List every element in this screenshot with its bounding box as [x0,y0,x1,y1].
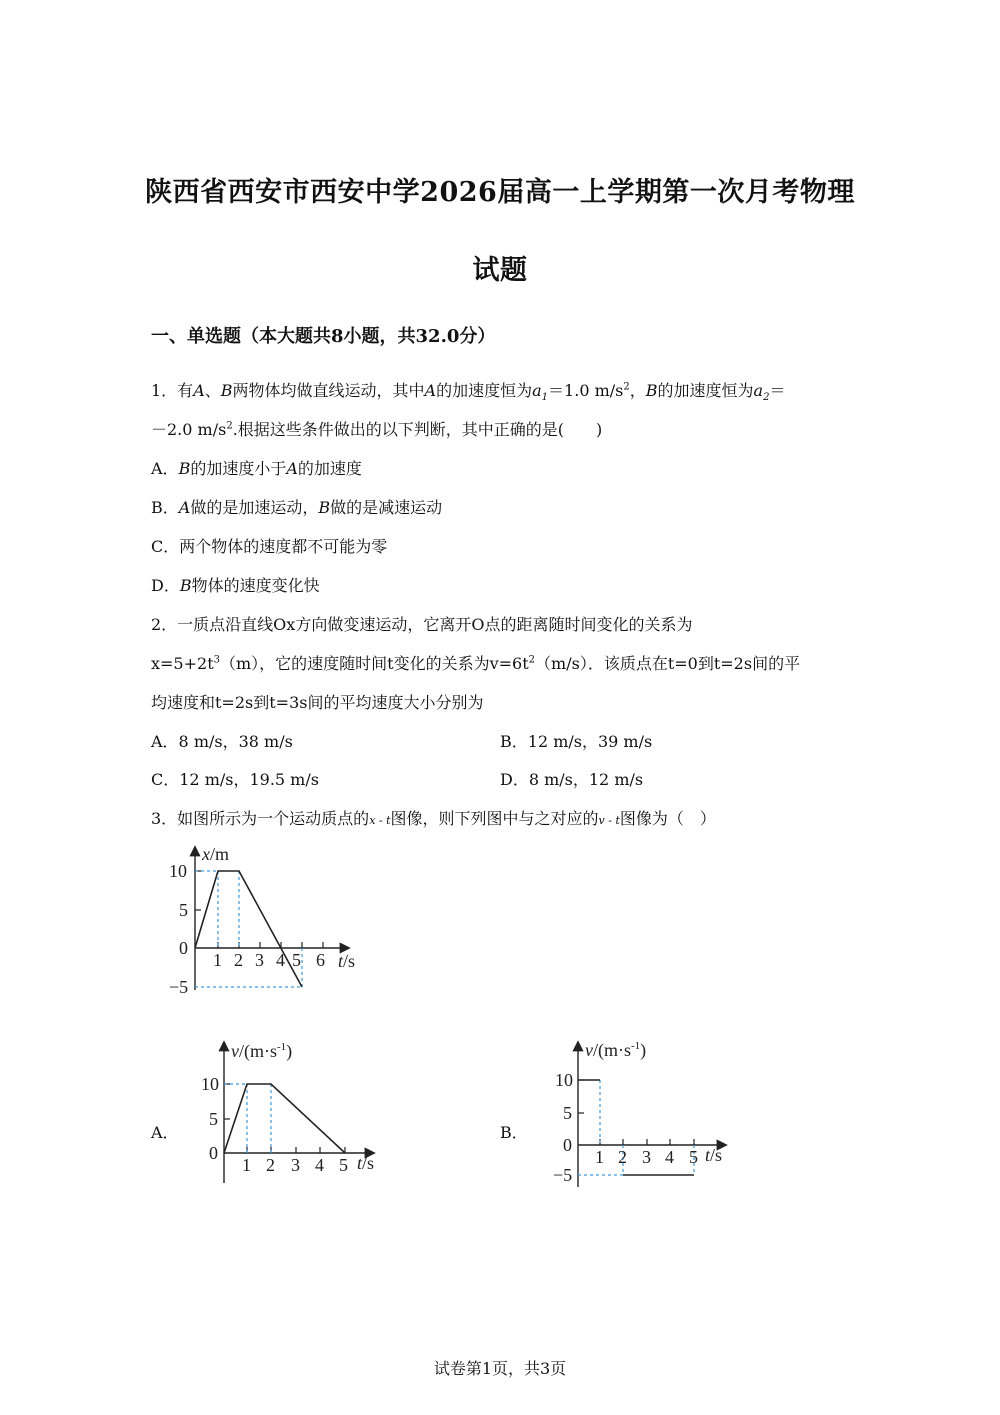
a-curve [224,1084,345,1153]
a-ytick-10: 10 [201,1074,219,1094]
page-title-line1: 陕西省西安市西安中学2026届高一上学期第一次月考物理 [145,177,855,208]
q3-stem: 3．如图所示为一个运动质点的x - t图像，则下列图中与之对应的v - t图像为（ ） [151,809,716,828]
a-ytick-0: 0 [209,1143,218,1163]
xt-y-label: x/m [202,844,230,864]
a-x-label: t/s [357,1153,375,1173]
b-ytick-10: 10 [555,1070,573,1090]
section-heading: 一、单选题（本大题共8小题，共32.0分） [151,326,496,347]
b-ytick-neg5: −5 [553,1165,573,1185]
q2-stem-line3: 均速度和t=2s到t=3s间的平均速度大小分别为 [151,693,484,712]
xt-xtick-6: 6 [316,950,325,970]
page-footer: 试卷第1页，共3页 [433,1359,567,1378]
xt-xtick-2: 2 [234,950,243,970]
b-ytick-0: 0 [563,1135,572,1155]
q1-stem-line1: 1．有A、B两物体均做直线运动，其中A的加速度恒为$a_1=1.0$ $m/s^2$，B的加速度恒为$a_2=$ [151,381,786,404]
xt-ytick-neg5: −5 [169,977,189,997]
xt-curve [195,871,302,987]
xt-xtick-1: 1 [213,950,222,970]
q3-option-b-label: B． [500,1123,528,1142]
xt-ytick-0: 0 [179,938,188,958]
b-xtick-2: 2 [618,1147,627,1167]
b-ytick-5: 5 [563,1103,572,1123]
page-title-line2: 试题 [472,255,528,286]
q2-option-a: A．8 m/s，38 m/s [151,732,293,751]
q1-option-c: C．两个物体的速度都不可能为零 [151,537,388,556]
xt-x-label: t/s [338,951,356,971]
option-b-vt-graph [550,1035,740,1195]
xt-xtick-4: 4 [276,950,285,970]
xt-graph [160,840,380,1000]
b-x-label: t/s [705,1145,723,1165]
a-xtick-3: 3 [291,1155,300,1175]
q1-option-b: B．A做的是加速运动，B做的是减速运动 [151,498,443,517]
b-xtick-3: 3 [642,1147,651,1167]
xt-ytick-5: 5 [179,900,188,920]
q2-stem-line2: $x=5+2t^3(m)$，它的速度随时间t变化的关系为$v=6t^2(m/s)$．该质点在t=0到t=2s间的平 [151,654,801,673]
b-xtick-1: 1 [595,1147,604,1167]
a-xtick-4: 4 [315,1155,324,1175]
a-xtick-2: 2 [266,1155,275,1175]
q2-option-b: B．12 m/s，39 m/s [500,732,653,751]
q1-option-a: A．B的加速度小于A的加速度 [151,459,362,478]
a-xtick-1: 1 [242,1155,251,1175]
xt-xtick-3: 3 [255,950,264,970]
q1-option-d: D．B物体的速度变化快 [151,576,320,595]
a-y-label: $v/(m\cdot s^{-1})$ [231,1041,293,1061]
xt-ytick-10: 10 [169,861,187,881]
q2-stem-line1: 2．一质点沿直线Ox方向做变速运动，它离开O点的距离随时间变化的关系为 [151,615,693,634]
q1-stem-line2: －2.0 $m/s^2$.根据这些条件做出的以下判断，其中正确的是( ) [151,420,603,439]
a-ytick-5: 5 [209,1109,218,1129]
option-a-vt-graph [195,1035,395,1185]
q3-option-a-label: A． [151,1123,179,1142]
b-xtick-4: 4 [665,1147,674,1167]
q2-option-c: C．12 m/s，19.5 m/s [151,770,319,789]
b-y-label: $v/(m\cdot s^{-1})$ [585,1040,647,1060]
xt-xtick-5: 5 [292,950,301,970]
a-xtick-5: 5 [339,1155,348,1175]
q2-option-d: D．8 m/s，12 m/s [500,770,644,789]
b-xtick-5: 5 [689,1147,698,1167]
